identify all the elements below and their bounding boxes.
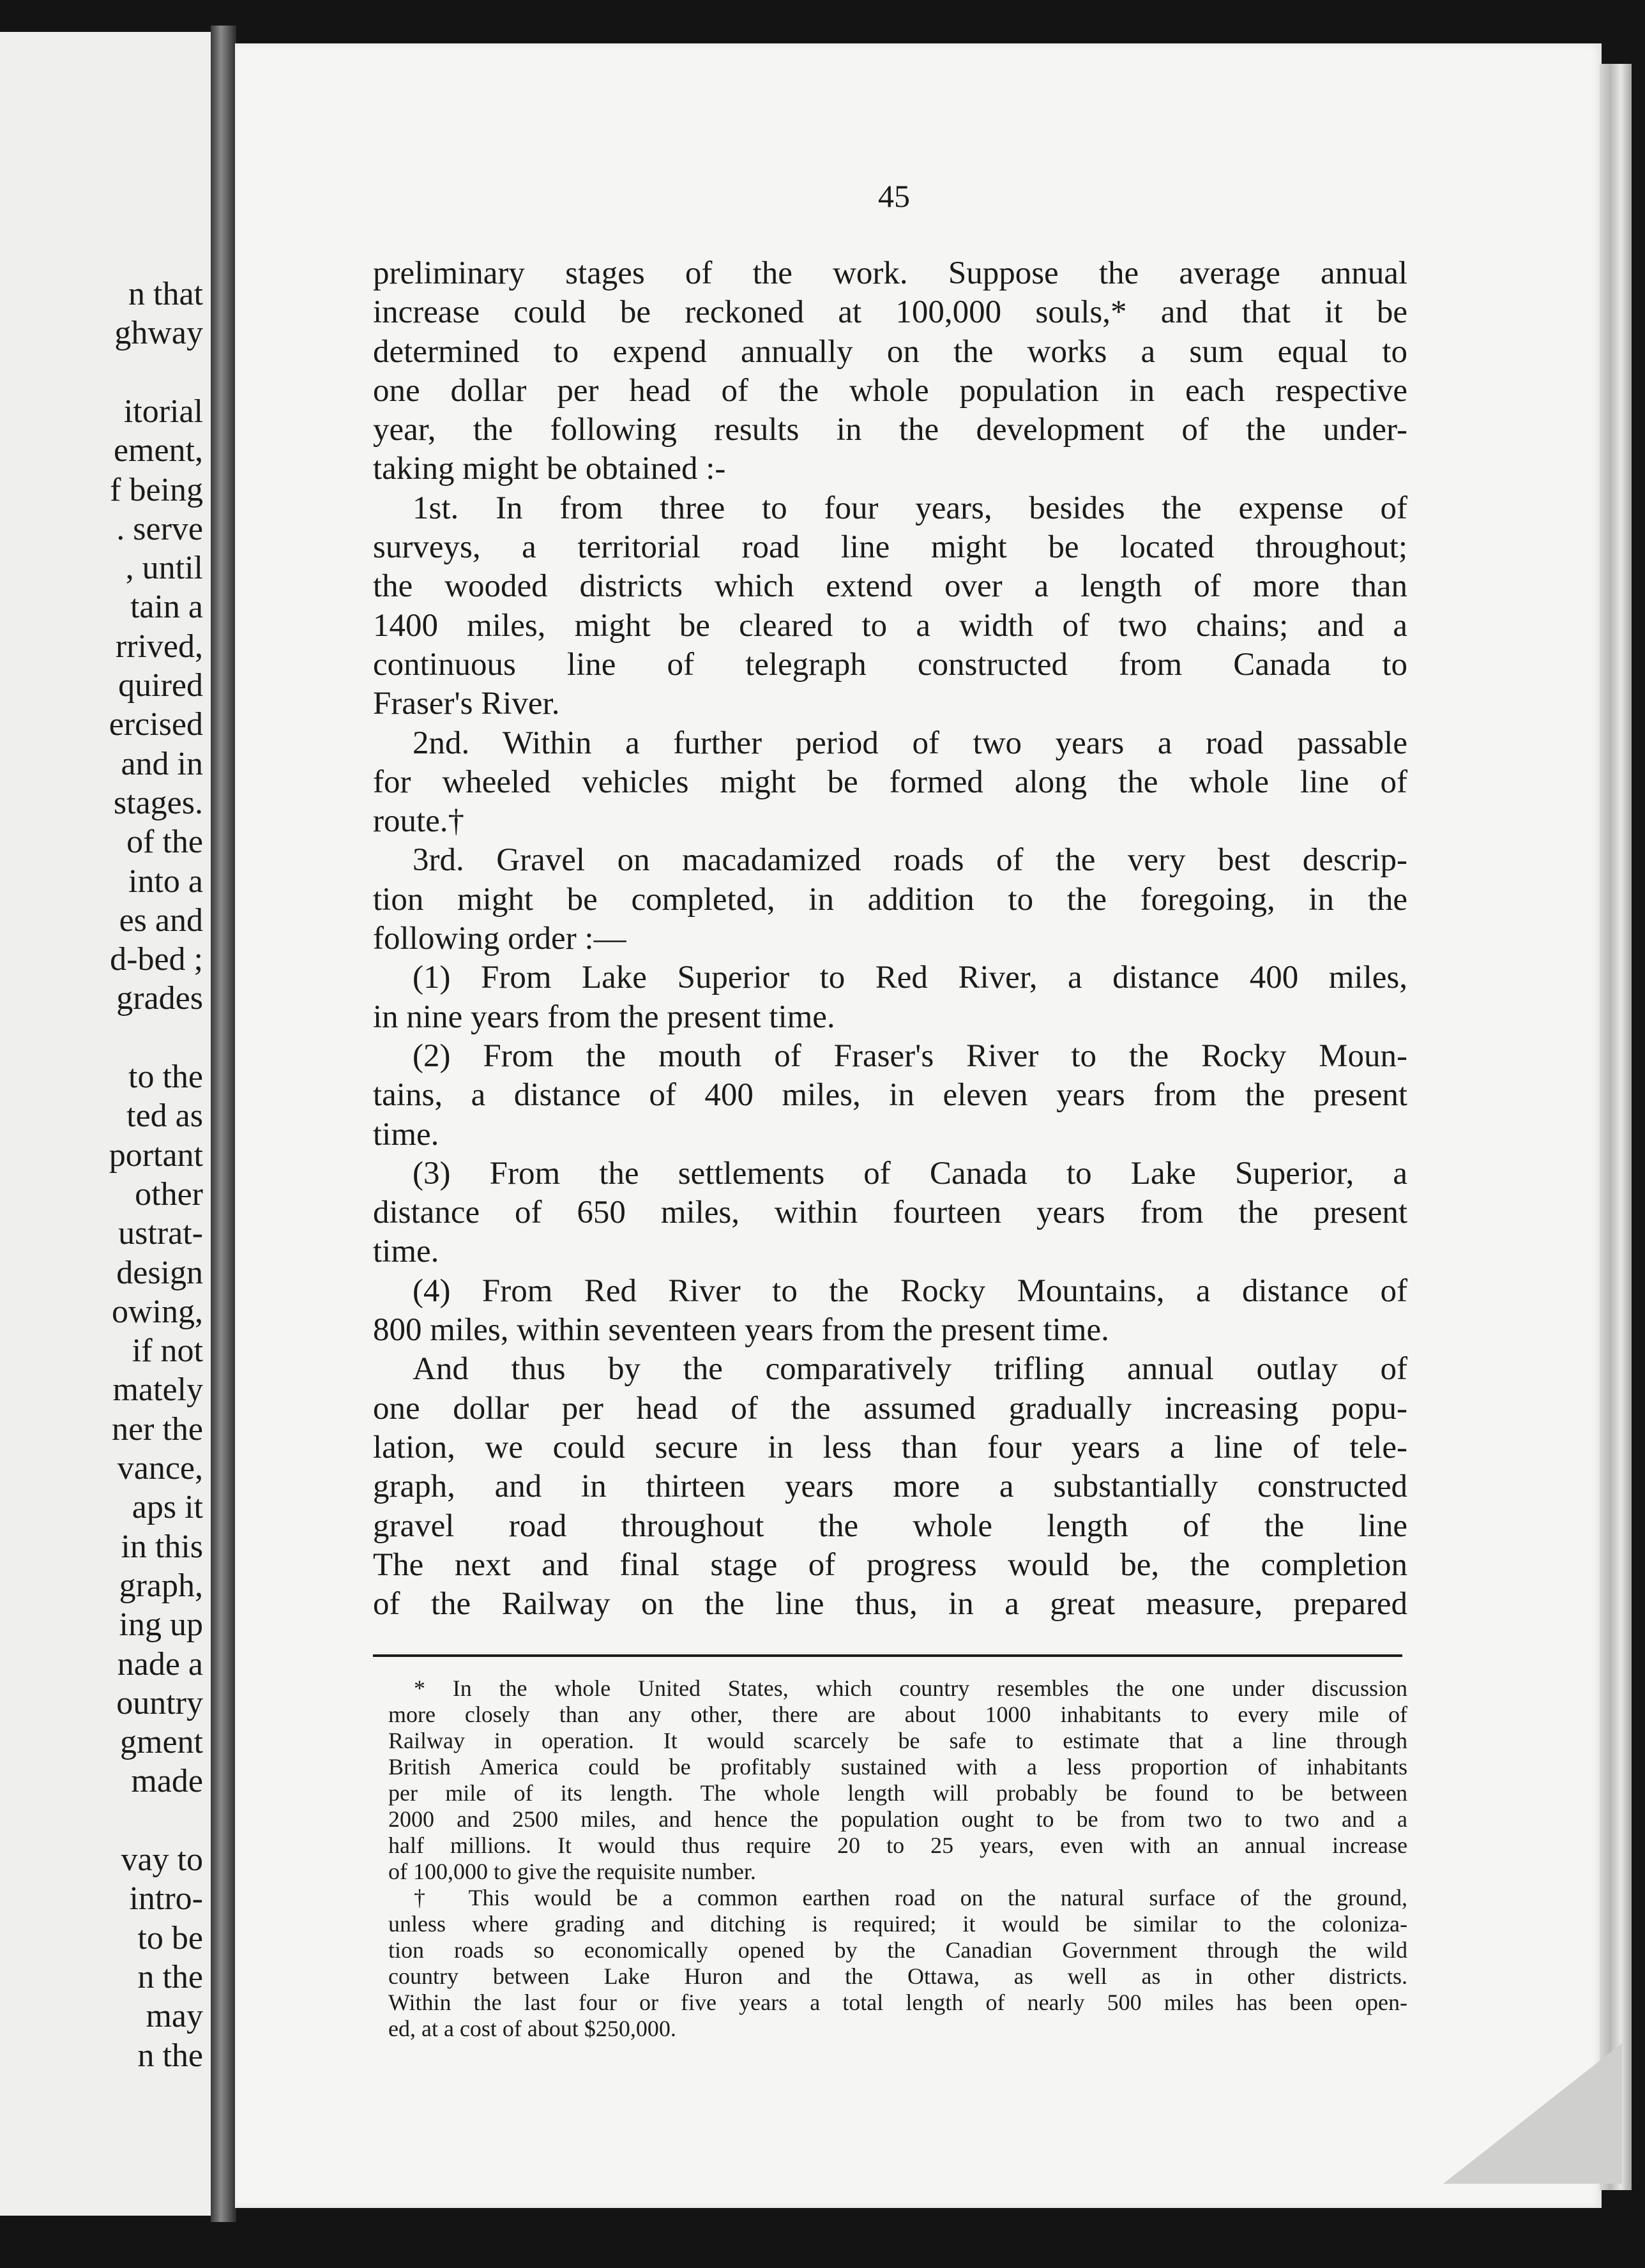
previous-page-text-fragment: ercised bbox=[109, 706, 203, 743]
previous-page-text-fragment: n the bbox=[137, 2037, 203, 2074]
previous-page-text-fragment: and in bbox=[121, 745, 203, 782]
text-line: one dollar per head of the assumed gradually increasing popu- bbox=[373, 1390, 1407, 1426]
previous-page-text-fragment: of the bbox=[126, 824, 203, 861]
footnote-line: British America could be profitably sustained with a less proportion of inhabitants bbox=[388, 1754, 1407, 1780]
previous-page-text-fragment: grades bbox=[116, 980, 203, 1017]
footnote-line: more closely than any other, there are about 1000 inhabitants to every mile of bbox=[388, 1702, 1407, 1727]
previous-page-text-fragment: ement, bbox=[113, 432, 203, 469]
footnote-line: ed, at a cost of about $250,000. bbox=[388, 2016, 676, 2041]
text-line: following order :— bbox=[373, 921, 626, 957]
text-line: tains, a distance of 400 miles, in eleven years from the present bbox=[373, 1077, 1407, 1114]
previous-page-text-fragment: into a bbox=[128, 863, 203, 900]
book-gutter bbox=[211, 26, 236, 2222]
previous-page-text-fragment: stages. bbox=[113, 784, 203, 821]
text-line: time. bbox=[373, 1116, 439, 1153]
text-line: (1) From Lake Superior to Red River, a distance 400 miles, bbox=[413, 960, 1407, 996]
text-line: 1st. In from three to four years, besides the expense of bbox=[413, 490, 1407, 526]
text-line: 2nd. Within a further period of two years a road passable bbox=[413, 725, 1407, 761]
footnote-line: unless where grading and ditching is required; it would be similar to the coloniza- bbox=[388, 1911, 1407, 1937]
footnote-line: country between Lake Huron and the Ottawa, as well as in other districts. bbox=[388, 1963, 1407, 1989]
footnote-line: * In the whole United States, which country resembles the one under discussion bbox=[414, 1675, 1407, 1701]
previous-page-text-fragment: , until bbox=[125, 550, 203, 587]
previous-page-text-fragment: vay to bbox=[121, 1841, 203, 1878]
text-line: 1400 miles, might be cleared to a width of two chains; and a bbox=[373, 607, 1407, 644]
footnote-line: tion roads so economically opened by the Canadian Government through the wild bbox=[388, 1937, 1407, 1963]
text-line: tion might be completed, in addition to the foregoing, in the bbox=[373, 881, 1407, 918]
previous-page-text-fragment: d-bed ; bbox=[110, 941, 203, 978]
text-line: the wooded districts which extend over a length of more than bbox=[373, 568, 1407, 605]
previous-page-text-fragment: tain a bbox=[130, 589, 203, 626]
footnote-line: half millions. It would thus require 20 to 25 years, even with an annual increase bbox=[388, 1833, 1407, 1858]
text-line: in nine years from the present time. bbox=[373, 999, 835, 1035]
previous-page-text-fragment: rrived, bbox=[115, 628, 203, 665]
footnote-line: Railway in operation. It would scarcely be safe to estimate that a line through bbox=[388, 1728, 1407, 1753]
text-line: 800 miles, within seventeen years from the present time. bbox=[373, 1312, 1109, 1349]
text-line: surveys, a territorial road line might be located throughout; bbox=[373, 529, 1407, 566]
page-number: 45 bbox=[878, 178, 910, 214]
previous-page-text-fragment: ner the bbox=[112, 1410, 203, 1448]
previous-page-text-fragment: n that bbox=[128, 276, 203, 312]
text-line: increase could be reckoned at 100,000 souls,* and that it be bbox=[373, 294, 1407, 331]
previous-page-text-fragment: design bbox=[116, 1254, 203, 1291]
text-line: year, the following results in the development of the under- bbox=[373, 412, 1407, 448]
previous-page-text-fragment: owing, bbox=[112, 1293, 203, 1330]
previous-page-text-fragment: n the bbox=[137, 1958, 203, 1995]
text-line: And thus by the comparatively trifling annual outlay of bbox=[413, 1351, 1407, 1387]
footnotes bbox=[388, 1675, 1407, 2042]
text-line: determined to expend annually on the works a sum equal to bbox=[373, 333, 1407, 370]
previous-page-text-fragment: made bbox=[131, 1763, 203, 1800]
body-text bbox=[373, 254, 1407, 1624]
text-line: 3rd. Gravel on macadamized roads of the very best descrip- bbox=[413, 842, 1407, 879]
text-line: one dollar per head of the whole population in each respective bbox=[373, 372, 1407, 409]
previous-page-text-fragment: es and bbox=[119, 902, 203, 939]
footnote-line: Within the last four or five years a total length of nearly 500 miles has been open- bbox=[388, 1990, 1407, 2015]
previous-page-text-fragment: intro- bbox=[129, 1880, 203, 1917]
footnote-line: per mile of its length. The whole length will probably be found to be between bbox=[388, 1780, 1407, 1806]
previous-page-text-fragment: other bbox=[135, 1176, 203, 1213]
previous-page-text-fragment: mately bbox=[112, 1372, 203, 1409]
text-line: Fraser's River. bbox=[373, 686, 560, 722]
previous-page-text-fragment: itorial bbox=[123, 393, 203, 430]
previous-page-text-fragment: graph, bbox=[119, 1567, 203, 1604]
previous-page-text-fragment: vance, bbox=[117, 1450, 203, 1486]
previous-page-text-fragment: gment bbox=[120, 1724, 203, 1761]
previous-page-text-fragment: to be bbox=[137, 1919, 203, 1956]
page-edge bbox=[1600, 64, 1632, 2190]
previous-page-text-fragment: may bbox=[146, 1998, 203, 2035]
text-line: gravel road throughout the whole length of the line bbox=[373, 1508, 1407, 1544]
text-line: (3) From the settlements of Canada to Lake Superior, a bbox=[413, 1155, 1407, 1191]
text-line: graph, and in thirteen years more a substantially constructed bbox=[373, 1469, 1407, 1505]
text-line: time. bbox=[373, 1234, 439, 1270]
footnote-rule bbox=[373, 1654, 1402, 1657]
previous-page-text-fragment: quired bbox=[118, 667, 203, 704]
text-line: continuous line of telegraph constructed from Canada to bbox=[373, 646, 1407, 683]
previous-page-text-fragment: ustrat- bbox=[118, 1215, 203, 1252]
text-line: of the Railway on the line thus, in a great measure, prepared bbox=[373, 1586, 1407, 1622]
footnote-line: † This would be a common earthen road on the natural surface of the ground, bbox=[414, 1885, 1407, 1910]
previous-page-text-fragment: ghway bbox=[114, 315, 203, 352]
footnote-line: of 100,000 to give the requisite number. bbox=[388, 1859, 756, 1884]
page-corner-curl bbox=[1443, 2043, 1622, 2184]
previous-page-text-fragment: portant bbox=[109, 1137, 203, 1174]
text-line: preliminary stages of the work. Suppose the average annual bbox=[373, 255, 1407, 291]
previous-page-text-fragment: nade a bbox=[117, 1645, 203, 1682]
previous-page-text-fragment: to the bbox=[128, 1059, 203, 1095]
previous-page-text-fragment: ountry bbox=[116, 1684, 203, 1721]
previous-page-text-fragment: ing up bbox=[119, 1606, 203, 1644]
text-line: for wheeled vehicles might be formed along the whole line of bbox=[373, 764, 1407, 800]
text-line: taking might be obtained :- bbox=[373, 451, 726, 487]
previous-page-text-fragment: ted as bbox=[126, 1098, 203, 1135]
text-line: route.† bbox=[373, 803, 465, 840]
text-line: (2) From the mouth of Fraser's River to the Rocky Moun- bbox=[413, 1038, 1407, 1074]
text-line: lation, we could secure in less than four years a line of tele- bbox=[373, 1429, 1407, 1465]
previous-page-text-fragment: . serve bbox=[116, 510, 203, 547]
previous-page-text-fragment: f being bbox=[110, 471, 203, 508]
text-line: (4) From Red River to the Rocky Mountains, a distance of bbox=[413, 1273, 1407, 1309]
previous-page-text-fragment: in this bbox=[121, 1528, 203, 1565]
text-line: distance of 650 miles, within fourteen years from the present bbox=[373, 1195, 1407, 1231]
footnote-line: 2000 and 2500 miles, and hence the population ought to be from two to two and a bbox=[388, 1806, 1407, 1832]
text-line: The next and final stage of progress would be, the completion bbox=[373, 1546, 1407, 1583]
previous-page-text-fragment: if not bbox=[132, 1333, 203, 1370]
previous-page-fragment bbox=[0, 32, 217, 2216]
previous-page-text-fragment: aps it bbox=[132, 1489, 203, 1526]
